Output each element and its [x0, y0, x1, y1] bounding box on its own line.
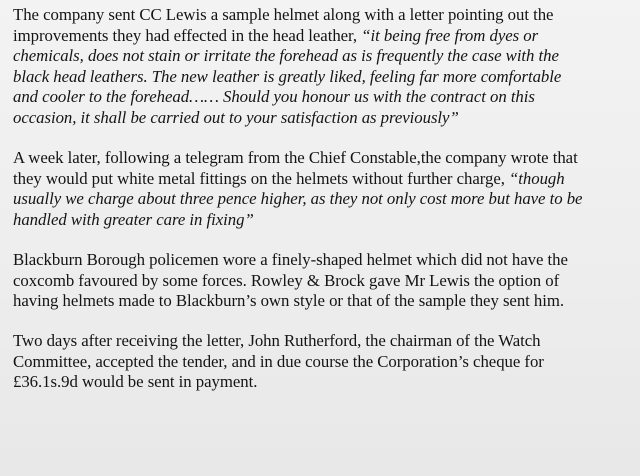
letter-quote-line: and cooler to the forehead…… Should you honour us with the contract on this — [13, 87, 535, 107]
text-line: £36.1s.9d would be sent in payment. — [13, 372, 258, 392]
paragraph-white-metal-fittings — [13, 148, 638, 230]
text-line: Two days after receiving the letter, John Rutherford, the chairman of the Watch — [13, 331, 541, 351]
letter-quote-line: chemicals, does not stain or irritate the forehead as is frequently the case with the — [13, 46, 559, 66]
text-line: they would put white metal fittings on the helmets without further charge, “though — [13, 168, 565, 188]
letter-quote-line: occasion, it shall be carried out to your satisfaction as previously” — [13, 107, 459, 127]
letter-quote-line: usually we charge about three pence higher, as they not only cost more but have to be — [13, 189, 583, 209]
letter-quote: “though — [509, 168, 565, 188]
paragraph-tender-accepted — [13, 331, 638, 393]
text-line: improvements they had effected in the head leather, “it being free from dyes or — [13, 25, 539, 45]
letter-quote: “it being free from dyes or — [361, 25, 539, 45]
document-body — [13, 5, 638, 413]
text-line: A week later, following a telegram from the Chief Constable,the company wrote that — [13, 148, 578, 168]
paragraph-helmet-sample — [13, 5, 638, 129]
text-line: Committee, accepted the tender, and in due course the Corporation’s cheque for — [13, 351, 544, 371]
letter-quote-line: handled with greater care in fixing” — [13, 209, 254, 229]
text-line: coxcomb favoured by some forces. Rowley & Brock gave Mr Lewis the option of — [13, 270, 560, 290]
letter-quote-line: black head leathers. The new leather is greatly liked, feeling far more comfortable — [13, 66, 562, 86]
text-line: The company sent CC Lewis a sample helmet along with a letter pointing out the — [13, 5, 554, 24]
text-line: Blackburn Borough policemen wore a finely-shaped helmet which did not have the — [13, 249, 568, 269]
paragraph-blackburn-helmet — [13, 250, 638, 312]
text-line: having helmets made to Blackburn’s own style or that of the sample they sent him. — [13, 291, 565, 311]
